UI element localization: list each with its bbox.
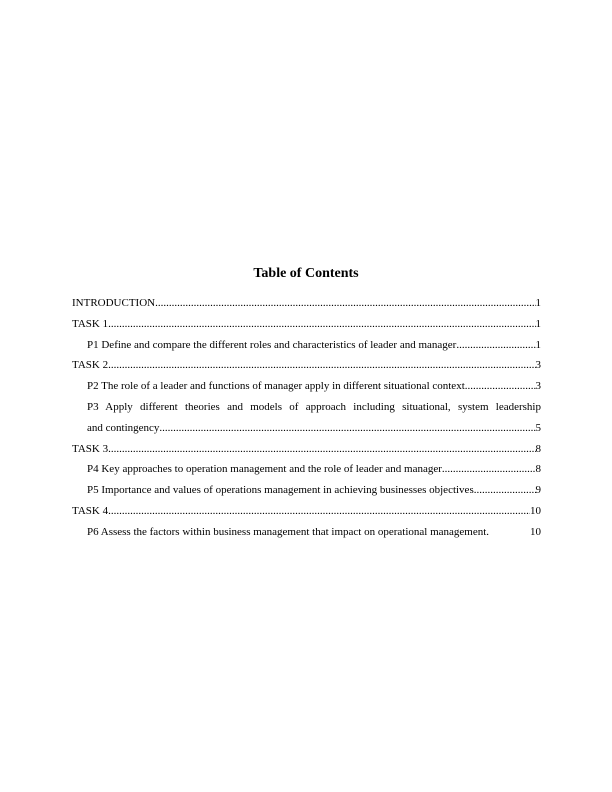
toc-leader-dots <box>108 316 535 332</box>
toc-entry-label: P6 Assess the factors within business management that impact on operational management. <box>87 525 490 538</box>
toc-entry-task-2[interactable] <box>72 357 541 378</box>
toc-entry-page: 10 <box>530 525 541 538</box>
toc-leader-dots <box>108 441 535 457</box>
toc-entry-label: TASK 2 <box>72 359 109 372</box>
toc-entry-task-1[interactable] <box>72 316 541 337</box>
toc-entry-page: 1 <box>535 297 541 309</box>
toc-entry-page: 5 <box>535 421 541 434</box>
toc-entry-label: INTRODUCTION <box>72 297 156 309</box>
toc-entry-introduction[interactable] <box>72 295 541 316</box>
toc-leader-dots <box>108 357 535 373</box>
toc-entry-p3-line1[interactable] <box>72 399 541 420</box>
toc-entry-task-3[interactable] <box>72 441 541 462</box>
toc-entry-p2[interactable] <box>72 378 541 399</box>
toc-leader-dots <box>442 461 536 477</box>
toc-entry-page: 1 <box>535 317 541 330</box>
toc-entry-task-4[interactable] <box>72 503 541 524</box>
toc-entry-label: TASK 1 <box>72 317 109 330</box>
toc-entry-p5[interactable] <box>72 482 541 503</box>
toc-entry-p4[interactable] <box>72 461 541 482</box>
toc-entry-page: 9 <box>535 484 541 497</box>
toc-entry-page: 8 <box>535 463 541 476</box>
toc-leader-dots <box>474 482 536 498</box>
toc-entry-page: 10 <box>530 504 541 517</box>
toc-leader-dots <box>456 337 535 353</box>
toc-entry-label: TASK 4 <box>72 504 109 517</box>
toc-leader-dots <box>108 503 530 519</box>
toc-entry-p1[interactable] <box>72 337 541 358</box>
table-of-contents <box>72 295 541 545</box>
toc-entry-page: 3 <box>535 380 541 393</box>
toc-entry-p3-line2[interactable] <box>72 420 541 441</box>
toc-entry-page: 8 <box>535 442 541 455</box>
toc-entry-label: P4 Key approaches to operation management and the role of leader and manager <box>87 463 442 476</box>
toc-entry-page: 3 <box>535 359 541 372</box>
toc-entry-label: and contingency <box>87 421 160 434</box>
toc-leader-dots <box>465 378 536 394</box>
toc-entry-label: P5 Importance and values of operations management in achieving businesses objectives <box>87 484 474 497</box>
toc-entry-label: P2 The role of a leader and functions of manager apply in different situational context <box>87 380 465 393</box>
toc-entry-label: P1 Define and compare the different roles and characteristics of leader and manager <box>87 338 457 351</box>
toc-entry-label: P3 Apply different theories and models of approach including situational, system leadership <box>87 400 541 413</box>
toc-leader-dots <box>159 420 535 436</box>
toc-title: Table of Contents <box>253 266 359 281</box>
toc-leader-dots <box>155 295 535 311</box>
toc-entry-p6[interactable] <box>72 524 541 545</box>
toc-entry-page: 1 <box>535 338 541 351</box>
toc-entry-label: TASK 3 <box>72 442 109 455</box>
